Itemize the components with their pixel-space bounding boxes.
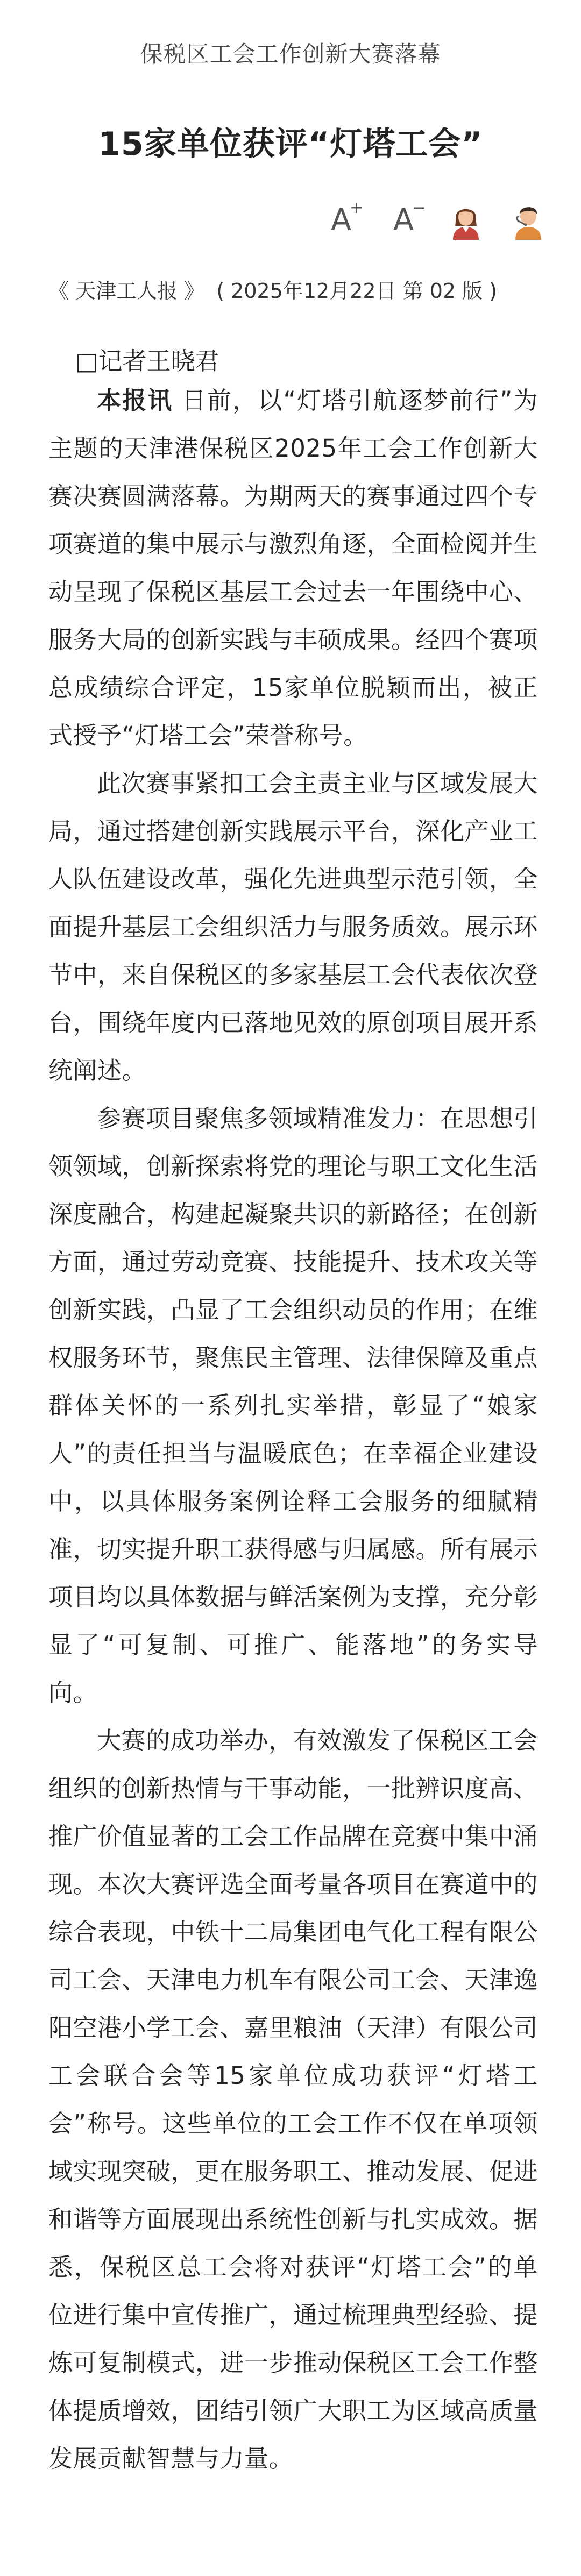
paragraph-2: 此次赛事紧扣工会主责主业与区域发展大局，通过搭建创新实践展示平台，深化产业工人队伍建设改革，强化先进典型示范引领，全面提升基层工会组织活力与服务质效。展示环节中，来自保税区的多家基层工会代表依次登台，围绕年度内已落地见效的原创项目展开系统阐述。 (48, 769, 539, 1085)
female-voice-button[interactable] (445, 200, 486, 241)
male-voice-button[interactable] (508, 200, 549, 241)
reporter-byline: □记者王晓君 (75, 347, 219, 375)
paragraph-4: 大赛的成功举办，有效激发了保税区工会组织的创新热情与干事动能，一批辨识度高、推广价值显著的工会工作品牌在竞赛中集中涌现。本次大赛评选全面考量各项目在赛道中的综合表现，中铁十二局集团电气化工程有限公司工会、天津电力机车有限公司工会、天津逸阳空港小学工会、嘉里粮油（天津）有限公司工会联合会等15家单位成功获评“灯塔工会”称号。这些单位的工会工作不仅在单项领域实现突破，更在服务职工、推动发展、促进和谐等方面展现出系统性创新与扎实成效。据悉，保税区总工会将对获评“灯塔工会”的单位进行集中宣传推广，通过梳理典型经验、提炼可复制模式，进一步推动保税区工会工作整体提质增效，团结引领广大职工为区域高质量发展贡献智慧与力量。 (48, 1726, 539, 2473)
section-title: 保税区工会工作创新大赛落幕 (140, 41, 441, 67)
male-voice-icon (511, 201, 545, 240)
female-voice-icon (449, 201, 483, 240)
article-body (48, 376, 538, 2482)
font-increase-button[interactable] (321, 200, 362, 241)
font-increase-icon: A + (330, 198, 364, 238)
source-name: 《 天津工人报 》 (48, 279, 205, 303)
paragraph-1-text: 日前，以“灯塔引航逐梦前行”为主题的天津港保税区2025年工会工作创新大赛决赛圆满落幕。为期两天的赛事通过四个专项赛道的集中展示与激烈角逐，全面检阅并生动呈现了保税区基层工会过去一年围绕中心、服务大局的创新实践与丰硕成果。经四个赛项总成绩综合评定，15家单位脱颖而出，被正式授予“灯塔工会”荣誉称号。 (48, 386, 539, 750)
font-decrease-icon: A − (393, 198, 426, 238)
reading-toolbar (321, 199, 549, 242)
paragraph-3: 参赛项目聚焦多领域精准发力：在思想引领领域，创新探索将党的理论与职工文化生活深度融合，构建起凝聚共识的新路径；在创新方面，通过劳动竞赛、技能提升、技术攻关等创新实践，凸显了工会组织动员的作用；在维权服务环节，聚焦民主管理、法律保障及重点群体关怀的一系列扎实举措，彰显了“娘家人”的责任担当与温暖底色；在幸福企业建设中，以具体服务案例诠释工会服务的细腻精准，切实提升职工获得感与归属感。所有展示项目均以具体数据与鲜活案例为支撑，充分彰显了“可复制、可推广、能落地”的务实导向。 (48, 1104, 539, 1707)
lead-label: 本报讯 (97, 386, 173, 415)
font-decrease-button[interactable] (383, 200, 424, 241)
paragraph-1 (48, 376, 538, 759)
article-meta (48, 274, 502, 304)
publish-date: ( 2025年12月22日 第 02 版 ) (216, 279, 498, 303)
article-title: 15家单位获评“灯塔工会” (98, 125, 483, 163)
